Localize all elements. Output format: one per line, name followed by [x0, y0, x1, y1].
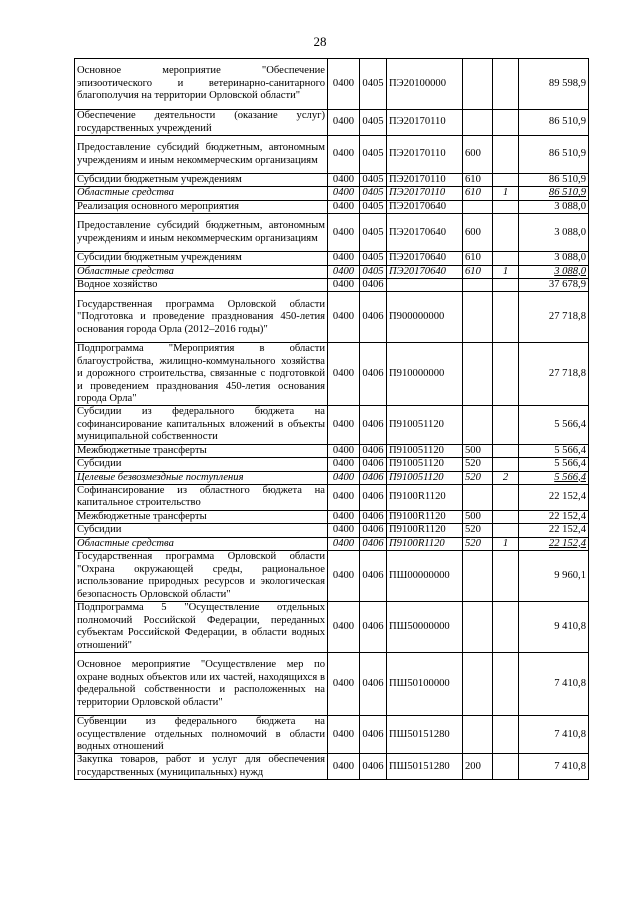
cell-section: 0400: [328, 252, 360, 265]
page-number: 28: [313, 34, 327, 49]
cell-target-article: П9100R1120: [387, 537, 463, 550]
cell-expense-type: [463, 59, 493, 110]
cell-section: 0400: [328, 174, 360, 187]
cell-target-article: ПШ50100000: [387, 653, 463, 716]
cell-section: 0400: [328, 59, 360, 110]
cell-target-article: ПЭ20170640: [387, 200, 463, 213]
cell-source-code: [493, 59, 519, 110]
cell-expense-type: 610: [463, 187, 493, 200]
cell-subsection: 0405: [360, 265, 387, 278]
cell-expense-type: [463, 343, 493, 406]
cell-name: Предоставление субсидий бюджетным, автономным учреждениям и иным некоммерческим организациям: [75, 136, 328, 174]
cell-expense-type: [463, 484, 493, 510]
cell-subsection: 0406: [360, 279, 387, 292]
cell-section: 0400: [328, 279, 360, 292]
cell-source-code: [493, 602, 519, 653]
cell-subsection: 0405: [360, 174, 387, 187]
cell-source-code: [493, 716, 519, 754]
cell-section: 0400: [328, 136, 360, 174]
cell-target-article: П9100R1120: [387, 484, 463, 510]
cell-section: 0400: [328, 653, 360, 716]
cell-amount: 5 566,4: [519, 471, 589, 484]
cell-name: Подпрограмма 5 "Осуществление отдельных полномочий Российской Федерации, переданных субъектам Российской Федерации, в области водных отношений": [75, 602, 328, 653]
cell-expense-type: 610: [463, 265, 493, 278]
cell-expense-type: 500: [463, 444, 493, 457]
cell-source-code: [493, 200, 519, 213]
cell-amount: 7 410,8: [519, 754, 589, 780]
cell-amount: 22 152,4: [519, 537, 589, 550]
cell-target-article: П900000000: [387, 292, 463, 343]
cell-name: Софинансирование из областного бюджета на капитальное строительство: [75, 484, 328, 510]
cell-amount: 5 566,4: [519, 444, 589, 457]
cell-expense-type: 600: [463, 214, 493, 252]
cell-expense-type: 610: [463, 252, 493, 265]
cell-subsection: 0406: [360, 471, 387, 484]
cell-expense-type: [463, 716, 493, 754]
table-row: [75, 406, 589, 444]
cell-section: 0400: [328, 214, 360, 252]
table-row: [75, 510, 589, 523]
cell-amount: 22 152,4: [519, 484, 589, 510]
cell-name: Целевые безвозмездные поступления: [75, 471, 328, 484]
cell-subsection: 0406: [360, 602, 387, 653]
table-row: [75, 214, 589, 252]
cell-name: Государственная программа Орловской области "Подготовка и проведение празднования 450-летия основания города Орла (2012–2016 годы)": [75, 292, 328, 343]
cell-target-article: ПЭ20170110: [387, 136, 463, 174]
cell-source-code: [493, 406, 519, 444]
cell-subsection: 0406: [360, 537, 387, 550]
cell-section: 0400: [328, 444, 360, 457]
cell-source-code: [493, 110, 519, 136]
cell-subsection: 0406: [360, 343, 387, 406]
cell-source-code: [493, 343, 519, 406]
cell-section: 0400: [328, 187, 360, 200]
cell-target-article: ПШ50151280: [387, 754, 463, 780]
cell-name: Областные средства: [75, 265, 328, 278]
cell-section: 0400: [328, 343, 360, 406]
cell-name: Основное мероприятие "Обеспечение эпизоотического и ветеринарно-санитарного благополучия на территории Орловской области": [75, 59, 328, 110]
cell-target-article: П910051120: [387, 471, 463, 484]
cell-expense-type: [463, 653, 493, 716]
cell-section: 0400: [328, 200, 360, 213]
cell-name: Реализация основного мероприятия: [75, 200, 328, 213]
table-row: [75, 187, 589, 200]
cell-source-code: 1: [493, 265, 519, 278]
cell-section: 0400: [328, 292, 360, 343]
table-row: [75, 716, 589, 754]
table-row: [75, 174, 589, 187]
cell-amount: 9 960,1: [519, 551, 589, 602]
cell-amount: 3 088,0: [519, 265, 589, 278]
cell-subsection: 0406: [360, 458, 387, 471]
cell-subsection: 0406: [360, 524, 387, 537]
table-row: [75, 484, 589, 510]
cell-expense-type: 200: [463, 754, 493, 780]
cell-name: Основное мероприятие "Осуществление мер по охране водных объектов или их частей, находящихся в федеральной собственности и расположенных на территории Орловской области": [75, 653, 328, 716]
table-row: [75, 200, 589, 213]
cell-source-code: [493, 754, 519, 780]
cell-expense-type: 520: [463, 537, 493, 550]
cell-name: Субсидии бюджетным учреждениям: [75, 174, 328, 187]
cell-target-article: ПШ00000000: [387, 551, 463, 602]
cell-amount: 86 510,9: [519, 174, 589, 187]
cell-name: Субсидии: [75, 524, 328, 537]
cell-expense-type: 520: [463, 471, 493, 484]
cell-section: 0400: [328, 471, 360, 484]
cell-section: 0400: [328, 716, 360, 754]
cell-amount: 3 088,0: [519, 252, 589, 265]
cell-target-article: П910000000: [387, 343, 463, 406]
cell-subsection: 0406: [360, 716, 387, 754]
cell-section: 0400: [328, 458, 360, 471]
cell-amount: 37 678,9: [519, 279, 589, 292]
cell-source-code: [493, 292, 519, 343]
table-row: [75, 252, 589, 265]
cell-expense-type: [463, 551, 493, 602]
cell-name: Подпрограмма "Мероприятия в области благоустройства, жилищно-коммунального хозяйства и дорожного строительства, связанные с подготовкой и проведением празднования 450-летия основания города Орла": [75, 343, 328, 406]
table-row: [75, 471, 589, 484]
cell-section: 0400: [328, 602, 360, 653]
cell-source-code: [493, 484, 519, 510]
cell-name: Областные средства: [75, 187, 328, 200]
cell-section: 0400: [328, 524, 360, 537]
cell-expense-type: [463, 279, 493, 292]
cell-target-article: ПЭ20170110: [387, 174, 463, 187]
cell-subsection: 0405: [360, 136, 387, 174]
table-row: [75, 343, 589, 406]
cell-section: 0400: [328, 265, 360, 278]
cell-expense-type: [463, 292, 493, 343]
cell-target-article: П910051120: [387, 406, 463, 444]
table-row: [75, 265, 589, 278]
table-row: [75, 444, 589, 457]
table-row: [75, 551, 589, 602]
cell-target-article: П9100R1120: [387, 510, 463, 523]
cell-name: Субсидии из федерального бюджета на софинансирование капитальных вложений в объекты муниципальной собственности: [75, 406, 328, 444]
cell-target-article: ПШ50151280: [387, 716, 463, 754]
cell-expense-type: 520: [463, 458, 493, 471]
table-row: [75, 602, 589, 653]
cell-target-article: П9100R1120: [387, 524, 463, 537]
cell-subsection: 0406: [360, 653, 387, 716]
cell-name: Субвенции из федерального бюджета на осуществление отдельных полномочий в области водных отношений: [75, 716, 328, 754]
cell-expense-type: [463, 110, 493, 136]
table-row: [75, 653, 589, 716]
cell-source-code: 1: [493, 187, 519, 200]
cell-name: Предоставление субсидий бюджетным, автономным учреждениям и иным некоммерческим организациям: [75, 214, 328, 252]
cell-subsection: 0406: [360, 754, 387, 780]
cell-subsection: 0405: [360, 252, 387, 265]
cell-name: Водное хозяйство: [75, 279, 328, 292]
cell-amount: 27 718,8: [519, 292, 589, 343]
cell-subsection: 0406: [360, 406, 387, 444]
cell-source-code: [493, 252, 519, 265]
cell-expense-type: 500: [463, 510, 493, 523]
cell-amount: 7 410,8: [519, 716, 589, 754]
cell-section: 0400: [328, 484, 360, 510]
cell-source-code: [493, 214, 519, 252]
cell-amount: 89 598,9: [519, 59, 589, 110]
cell-name: Субсидии бюджетным учреждениям: [75, 252, 328, 265]
cell-name: Закупка товаров, работ и услуг для обеспечения государственных (муниципальных) нужд: [75, 754, 328, 780]
cell-subsection: 0405: [360, 187, 387, 200]
cell-subsection: 0405: [360, 59, 387, 110]
table-row: [75, 458, 589, 471]
cell-subsection: 0406: [360, 292, 387, 343]
cell-target-article: ПЭ20170640: [387, 214, 463, 252]
cell-amount: 3 088,0: [519, 200, 589, 213]
cell-target-article: [387, 279, 463, 292]
cell-target-article: ПЭ20170640: [387, 252, 463, 265]
cell-expense-type: 600: [463, 136, 493, 174]
cell-subsection: 0405: [360, 200, 387, 213]
cell-source-code: [493, 174, 519, 187]
cell-source-code: [493, 653, 519, 716]
table-row: [75, 110, 589, 136]
cell-name: Обеспечение деятельности (оказание услуг) государственных учреждений: [75, 110, 328, 136]
cell-amount: 3 088,0: [519, 214, 589, 252]
cell-section: 0400: [328, 551, 360, 602]
cell-amount: 86 510,9: [519, 136, 589, 174]
table-row: [75, 524, 589, 537]
table-row: [75, 292, 589, 343]
cell-expense-type: [463, 602, 493, 653]
cell-amount: 5 566,4: [519, 458, 589, 471]
cell-name: Субсидии: [75, 458, 328, 471]
cell-source-code: [493, 444, 519, 457]
cell-section: 0400: [328, 510, 360, 523]
cell-source-code: 2: [493, 471, 519, 484]
cell-name: Областные средства: [75, 537, 328, 550]
cell-target-article: ПЭ20170110: [387, 187, 463, 200]
cell-source-code: [493, 510, 519, 523]
budget-table: [74, 58, 589, 780]
cell-target-article: ПЭ20170110: [387, 110, 463, 136]
cell-section: 0400: [328, 406, 360, 444]
cell-amount: 22 152,4: [519, 510, 589, 523]
cell-name: Межбюджетные трансферты: [75, 444, 328, 457]
cell-section: 0400: [328, 537, 360, 550]
cell-target-article: ПШ50000000: [387, 602, 463, 653]
cell-amount: 7 410,8: [519, 653, 589, 716]
cell-amount: 22 152,4: [519, 524, 589, 537]
cell-expense-type: 610: [463, 174, 493, 187]
cell-target-article: П910051120: [387, 444, 463, 457]
table-row: [75, 279, 589, 292]
cell-subsection: 0406: [360, 510, 387, 523]
cell-amount: 5 566,4: [519, 406, 589, 444]
cell-source-code: [493, 524, 519, 537]
cell-source-code: [493, 458, 519, 471]
table-row: [75, 59, 589, 110]
cell-name: Межбюджетные трансферты: [75, 510, 328, 523]
table-body: [75, 59, 589, 780]
cell-amount: 9 410,8: [519, 602, 589, 653]
cell-subsection: 0405: [360, 214, 387, 252]
table-row: [75, 754, 589, 780]
cell-amount: 27 718,8: [519, 343, 589, 406]
cell-expense-type: [463, 406, 493, 444]
cell-source-code: 1: [493, 537, 519, 550]
cell-target-article: П910051120: [387, 458, 463, 471]
table-row: [75, 136, 589, 174]
cell-expense-type: [463, 200, 493, 213]
cell-subsection: 0405: [360, 110, 387, 136]
cell-subsection: 0406: [360, 484, 387, 510]
cell-source-code: [493, 279, 519, 292]
cell-amount: 86 510,9: [519, 187, 589, 200]
cell-target-article: ПЭ20100000: [387, 59, 463, 110]
cell-section: 0400: [328, 754, 360, 780]
cell-target-article: ПЭ20170640: [387, 265, 463, 278]
table-row: [75, 537, 589, 550]
cell-source-code: [493, 136, 519, 174]
cell-source-code: [493, 551, 519, 602]
cell-amount: 86 510,9: [519, 110, 589, 136]
cell-section: 0400: [328, 110, 360, 136]
cell-expense-type: 520: [463, 524, 493, 537]
cell-name: Государственная программа Орловской области "Охрана окружающей среды, рациональное использование природных ресурсов и экологическая безопасность Орловской области": [75, 551, 328, 602]
cell-subsection: 0406: [360, 444, 387, 457]
cell-subsection: 0406: [360, 551, 387, 602]
